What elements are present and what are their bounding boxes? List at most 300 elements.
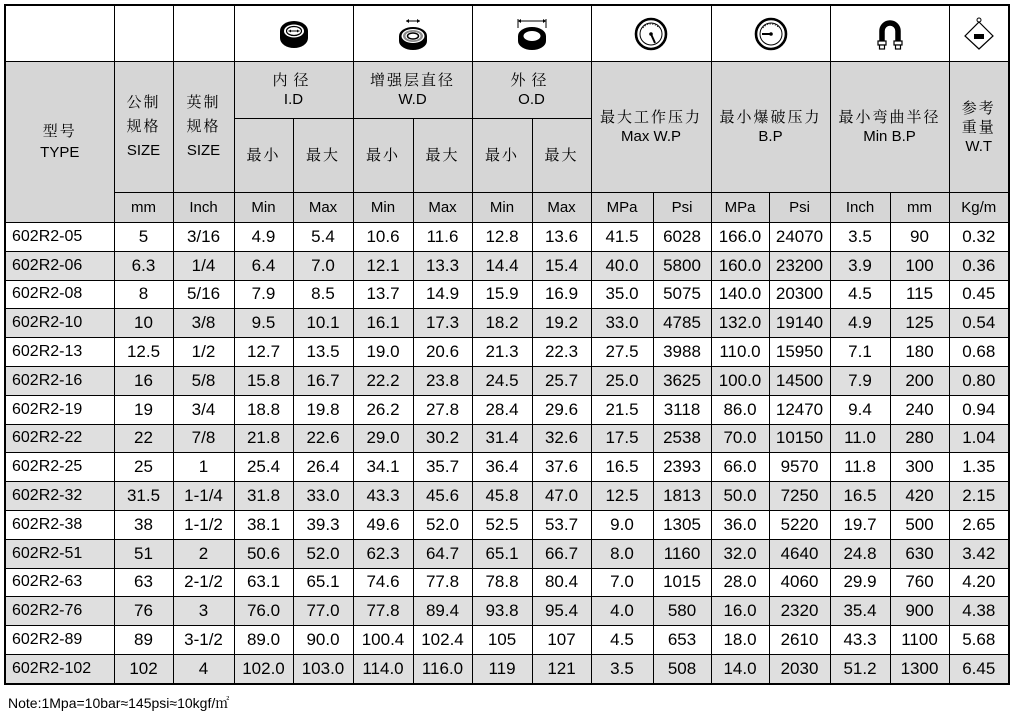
footnote: Note:1Mpa=10bar≈145psi≈10kgf/㎡ [8,695,230,711]
cell-od-min: 93.8 [472,597,532,626]
cell-od-max: 66.7 [532,539,591,568]
cell-bp-mpa: 110.0 [711,338,769,367]
icon-cell-reinforcement-diameter [353,5,472,62]
cell-od-min: 119 [472,654,532,683]
cell-od-max: 95.4 [532,597,591,626]
cell-wp-psi: 653 [653,626,711,655]
header-od-en: O.D [518,91,545,108]
cell-bp-psi: 24070 [769,223,830,252]
cell-type: 602R2-51 [5,539,114,568]
cell-wd-min: 77.8 [353,597,413,626]
cell-od-max: 80.4 [532,568,591,597]
cell-wd-min: 114.0 [353,654,413,683]
cell-wd-max: 20.6 [413,338,472,367]
cell-imperial-size: 1/2 [173,338,234,367]
cell-weight: 2.65 [949,510,1009,539]
cell-od-min: 45.8 [472,482,532,511]
cell-wd-max: 102.4 [413,626,472,655]
header-metric-zh2: 规格 [126,118,161,135]
cell-id-min: 50.6 [234,539,293,568]
cell-id-max: 16.7 [293,366,353,395]
weight-icon [961,16,997,52]
header-weight [949,62,1009,193]
cell-wd-max: 35.7 [413,453,472,482]
cell-od-min: 18.2 [472,309,532,338]
cell-od-max: 19.2 [532,309,591,338]
icon-row-blank-metric [114,5,173,62]
cell-id-min: 6.4 [234,251,293,280]
outer-diameter-icon [514,16,550,52]
cell-bp-mpa: 132.0 [711,309,769,338]
cell-weight: 0.45 [949,280,1009,309]
cell-imperial-size: 1-1/2 [173,510,234,539]
cell-wp-mpa: 21.5 [591,395,653,424]
cell-id-min: 7.9 [234,280,293,309]
cell-bend-mm: 180 [890,338,949,367]
table-row [5,309,1009,338]
cell-wd-max: 27.8 [413,395,472,424]
header-reinforcement-diameter [353,62,472,119]
cell-od-min: 31.4 [472,424,532,453]
cell-weight: 0.32 [949,223,1009,252]
cell-weight: 0.36 [949,251,1009,280]
cell-metric-size: 51 [114,539,173,568]
cell-type: 602R2-22 [5,424,114,453]
cell-wp-mpa: 4.0 [591,597,653,626]
cell-metric-size: 25 [114,453,173,482]
cell-wd-max: 64.7 [413,539,472,568]
header-metric-zh1: 公制 [126,94,161,111]
cell-bend-inch: 43.3 [830,626,890,655]
header-min-bend-radius [830,62,949,193]
cell-wd-max: 23.8 [413,366,472,395]
table-row [5,338,1009,367]
cell-wd-min: 19.0 [353,338,413,367]
cell-bp-mpa: 70.0 [711,424,769,453]
cell-type: 602R2-38 [5,510,114,539]
cell-bend-mm: 420 [890,482,949,511]
cell-bp-psi: 20300 [769,280,830,309]
icon-cell-inner-diameter [234,5,353,62]
icon-row [5,5,1009,62]
unit-weight: Kg/m [949,193,1009,223]
cell-wd-max: 30.2 [413,424,472,453]
cell-imperial-size: 3/16 [173,223,234,252]
cell-id-max: 19.8 [293,395,353,424]
cell-bend-inch: 4.5 [830,280,890,309]
cell-wd-max: 116.0 [413,654,472,683]
cell-bp-mpa: 86.0 [711,395,769,424]
cell-imperial-size: 7/8 [173,424,234,453]
cell-wd-max: 17.3 [413,309,472,338]
cell-od-max: 25.7 [532,366,591,395]
cell-id-max: 33.0 [293,482,353,511]
cell-imperial-size: 5/8 [173,366,234,395]
cell-id-min: 15.8 [234,366,293,395]
header-bend-zh: 最小弯曲半径 [838,109,941,126]
header-od-max [532,119,591,193]
header-bend-en: Min B.P [863,128,916,145]
cell-od-max: 13.6 [532,223,591,252]
cell-metric-size: 6.3 [114,251,173,280]
header-wd-max [413,119,472,193]
cell-wp-psi: 3118 [653,395,711,424]
cell-bend-mm: 1100 [890,626,949,655]
header-weight-zh1: 参考 [961,99,996,117]
cell-wp-mpa: 41.5 [591,223,653,252]
cell-id-max: 77.0 [293,597,353,626]
header-outer-diameter [472,62,591,119]
cell-wp-mpa: 4.5 [591,626,653,655]
cell-id-max: 39.3 [293,510,353,539]
unit-wp-mpa: MPa [591,193,653,223]
cell-od-max: 107 [532,626,591,655]
table-row [5,395,1009,424]
cell-od-min: 105 [472,626,532,655]
unit-wd-max: Max [413,193,472,223]
header-wd-min [353,119,413,193]
cell-metric-size: 12.5 [114,338,173,367]
header-type-en: TYPE [40,144,80,161]
cell-od-max: 32.6 [532,424,591,453]
cell-id-max: 22.6 [293,424,353,453]
min-label: 最小 [246,147,281,164]
cell-metric-size: 8 [114,280,173,309]
cell-wd-max: 13.3 [413,251,472,280]
cell-bend-inch: 4.9 [830,309,890,338]
cell-wd-min: 74.6 [353,568,413,597]
cell-bp-psi: 4060 [769,568,830,597]
table-row [5,654,1009,683]
cell-id-max: 7.0 [293,251,353,280]
burst-pressure-gauge-icon [753,16,789,52]
cell-bp-mpa: 140.0 [711,280,769,309]
unit-imperial-size: Inch [173,193,234,223]
unit-id-min: Min [234,193,293,223]
cell-wd-min: 22.2 [353,366,413,395]
cell-imperial-size: 5/16 [173,280,234,309]
cell-id-max: 26.4 [293,453,353,482]
cell-wd-min: 34.1 [353,453,413,482]
cell-wd-min: 29.0 [353,424,413,453]
cell-type: 602R2-16 [5,366,114,395]
cell-bp-mpa: 66.0 [711,453,769,482]
cell-wp-psi: 2393 [653,453,711,482]
header-id-min [234,119,293,193]
cell-bend-mm: 240 [890,395,949,424]
cell-weight: 0.68 [949,338,1009,367]
header-od-zh: 外径 [510,72,553,89]
header-type [5,62,114,223]
header-wp-zh: 最大工作压力 [599,109,702,126]
cell-wp-mpa: 40.0 [591,251,653,280]
cell-wp-psi: 3988 [653,338,711,367]
cell-imperial-size: 4 [173,654,234,683]
cell-bend-inch: 3.9 [830,251,890,280]
cell-imperial-size: 2 [173,539,234,568]
cell-id-min: 31.8 [234,482,293,511]
header-imperial-zh2: 规格 [186,118,221,135]
cell-id-min: 4.9 [234,223,293,252]
header-metric-en: SIZE [126,142,161,159]
cell-od-max: 29.6 [532,395,591,424]
cell-wd-min: 13.7 [353,280,413,309]
max-label: 最大 [425,147,460,164]
table-row [5,482,1009,511]
cell-type: 602R2-06 [5,251,114,280]
cell-metric-size: 89 [114,626,173,655]
inner-diameter-icon [276,16,312,52]
cell-wd-max: 45.6 [413,482,472,511]
cell-id-max: 103.0 [293,654,353,683]
cell-wp-psi: 2538 [653,424,711,453]
cell-od-max: 22.3 [532,338,591,367]
header-imperial-zh1: 英制 [186,94,221,111]
icon-row-blank-imperial [173,5,234,62]
cell-bend-inch: 24.8 [830,539,890,568]
cell-bp-psi: 12470 [769,395,830,424]
cell-od-min: 14.4 [472,251,532,280]
cell-bend-mm: 500 [890,510,949,539]
cell-wp-psi: 4785 [653,309,711,338]
header-wd-zh: 增强层直径 [369,72,455,89]
header-bp-zh: 最小爆破压力 [719,109,822,126]
cell-id-max: 8.5 [293,280,353,309]
table-header [5,5,1009,223]
table-row [5,223,1009,252]
cell-od-min: 52.5 [472,510,532,539]
cell-metric-size: 16 [114,366,173,395]
cell-weight: 3.42 [949,539,1009,568]
cell-id-min: 25.4 [234,453,293,482]
cell-bp-mpa: 28.0 [711,568,769,597]
header-max-working-pressure [591,62,711,193]
hose-spec-table [4,4,1010,685]
cell-bend-inch: 16.5 [830,482,890,511]
cell-od-min: 12.8 [472,223,532,252]
unit-bp-psi: Psi [769,193,830,223]
cell-id-max: 52.0 [293,539,353,568]
cell-wp-mpa: 16.5 [591,453,653,482]
cell-bend-inch: 29.9 [830,568,890,597]
cell-bend-mm: 1300 [890,654,949,683]
header-wd-en: W.D [398,91,427,108]
cell-bp-mpa: 14.0 [711,654,769,683]
cell-id-min: 9.5 [234,309,293,338]
cell-wp-psi: 1305 [653,510,711,539]
cell-od-min: 65.1 [472,539,532,568]
cell-bend-mm: 280 [890,424,949,453]
cell-wp-psi: 1813 [653,482,711,511]
reinforcement-diameter-icon [395,16,431,52]
cell-bend-mm: 630 [890,539,949,568]
cell-bend-mm: 200 [890,366,949,395]
cell-type: 602R2-32 [5,482,114,511]
header-od-min [472,119,532,193]
cell-type: 602R2-10 [5,309,114,338]
header-imperial-en: SIZE [186,142,221,159]
cell-wd-max: 14.9 [413,280,472,309]
cell-weight: 0.94 [949,395,1009,424]
units-row [5,193,1009,223]
icon-cell-outer-diameter [472,5,591,62]
cell-bp-mpa: 18.0 [711,626,769,655]
cell-wp-psi: 3625 [653,366,711,395]
cell-wp-mpa: 12.5 [591,482,653,511]
cell-id-max: 65.1 [293,568,353,597]
table-row [5,626,1009,655]
cell-wd-min: 43.3 [353,482,413,511]
cell-bend-mm: 125 [890,309,949,338]
cell-od-min: 36.4 [472,453,532,482]
cell-wp-psi: 6028 [653,223,711,252]
cell-imperial-size: 2-1/2 [173,568,234,597]
cell-wd-min: 49.6 [353,510,413,539]
cell-wp-mpa: 3.5 [591,654,653,683]
cell-imperial-size: 1-1/4 [173,482,234,511]
icon-cell-bend-radius [830,5,949,62]
header-row-main [5,62,1009,119]
icon-cell-working-pressure [591,5,711,62]
cell-metric-size: 19 [114,395,173,424]
max-label: 最大 [544,147,579,164]
table-body [5,223,1009,684]
cell-od-max: 53.7 [532,510,591,539]
table-row [5,453,1009,482]
cell-imperial-size: 1/4 [173,251,234,280]
header-min-burst-pressure [711,62,830,193]
table-row [5,597,1009,626]
cell-metric-size: 22 [114,424,173,453]
cell-wp-mpa: 35.0 [591,280,653,309]
unit-od-min: Min [472,193,532,223]
cell-bp-psi: 9570 [769,453,830,482]
cell-bp-psi: 14500 [769,366,830,395]
cell-wp-mpa: 8.0 [591,539,653,568]
header-bp-en: B.P [758,128,783,145]
cell-wd-min: 26.2 [353,395,413,424]
header-wp-en: Max W.P [620,128,681,145]
cell-weight: 0.54 [949,309,1009,338]
cell-wd-min: 100.4 [353,626,413,655]
cell-metric-size: 31.5 [114,482,173,511]
min-label: 最小 [484,147,519,164]
icon-cell-burst-pressure [711,5,830,62]
cell-bp-psi: 2030 [769,654,830,683]
cell-type: 602R2-102 [5,654,114,683]
cell-bp-mpa: 160.0 [711,251,769,280]
cell-bend-mm: 760 [890,568,949,597]
unit-bend-inch: Inch [830,193,890,223]
cell-imperial-size: 3/8 [173,309,234,338]
cell-od-max: 16.9 [532,280,591,309]
cell-bend-inch: 3.5 [830,223,890,252]
cell-od-min: 78.8 [472,568,532,597]
cell-wp-mpa: 9.0 [591,510,653,539]
cell-weight: 1.35 [949,453,1009,482]
icon-cell-weight [949,5,1009,62]
cell-bend-inch: 9.4 [830,395,890,424]
header-id-zh: 内径 [272,72,315,89]
cell-id-max: 90.0 [293,626,353,655]
cell-type: 602R2-25 [5,453,114,482]
cell-bp-psi: 10150 [769,424,830,453]
cell-id-min: 21.8 [234,424,293,453]
cell-od-max: 37.6 [532,453,591,482]
icon-row-blank-type [5,5,114,62]
cell-type: 602R2-13 [5,338,114,367]
cell-bp-psi: 2320 [769,597,830,626]
cell-od-min: 28.4 [472,395,532,424]
unit-metric-size: mm [114,193,173,223]
cell-metric-size: 63 [114,568,173,597]
header-weight-en: W.T [965,137,993,155]
cell-wd-max: 89.4 [413,597,472,626]
cell-weight: 4.38 [949,597,1009,626]
cell-bend-mm: 90 [890,223,949,252]
cell-weight: 1.04 [949,424,1009,453]
cell-bend-inch: 11.0 [830,424,890,453]
cell-wp-mpa: 33.0 [591,309,653,338]
cell-metric-size: 102 [114,654,173,683]
cell-wp-psi: 1160 [653,539,711,568]
unit-od-max: Max [532,193,591,223]
cell-bend-mm: 115 [890,280,949,309]
cell-type: 602R2-89 [5,626,114,655]
cell-metric-size: 5 [114,223,173,252]
cell-bp-psi: 5220 [769,510,830,539]
cell-weight: 4.20 [949,568,1009,597]
cell-imperial-size: 3/4 [173,395,234,424]
cell-bend-mm: 300 [890,453,949,482]
cell-weight: 6.45 [949,654,1009,683]
cell-bp-psi: 15950 [769,338,830,367]
cell-metric-size: 76 [114,597,173,626]
cell-od-max: 47.0 [532,482,591,511]
cell-wp-psi: 580 [653,597,711,626]
header-type-zh: 型号 [42,123,77,140]
unit-bp-mpa: MPa [711,193,769,223]
cell-type: 602R2-76 [5,597,114,626]
cell-od-max: 15.4 [532,251,591,280]
cell-type: 602R2-08 [5,280,114,309]
cell-imperial-size: 3-1/2 [173,626,234,655]
cell-od-max: 121 [532,654,591,683]
cell-type: 602R2-05 [5,223,114,252]
cell-wp-mpa: 17.5 [591,424,653,453]
cell-id-min: 102.0 [234,654,293,683]
max-label: 最大 [305,147,340,164]
cell-wd-min: 62.3 [353,539,413,568]
cell-wp-mpa: 7.0 [591,568,653,597]
cell-metric-size: 10 [114,309,173,338]
cell-type: 602R2-63 [5,568,114,597]
cell-id-min: 76.0 [234,597,293,626]
table-row [5,424,1009,453]
header-metric-size [114,62,173,193]
cell-wp-psi: 1015 [653,568,711,597]
cell-id-min: 12.7 [234,338,293,367]
cell-id-max: 5.4 [293,223,353,252]
cell-wd-min: 12.1 [353,251,413,280]
unit-bend-mm: mm [890,193,949,223]
cell-bp-psi: 4640 [769,539,830,568]
cell-wd-min: 16.1 [353,309,413,338]
cell-bend-mm: 100 [890,251,949,280]
cell-od-min: 21.3 [472,338,532,367]
cell-wp-mpa: 27.5 [591,338,653,367]
header-id-max [293,119,353,193]
